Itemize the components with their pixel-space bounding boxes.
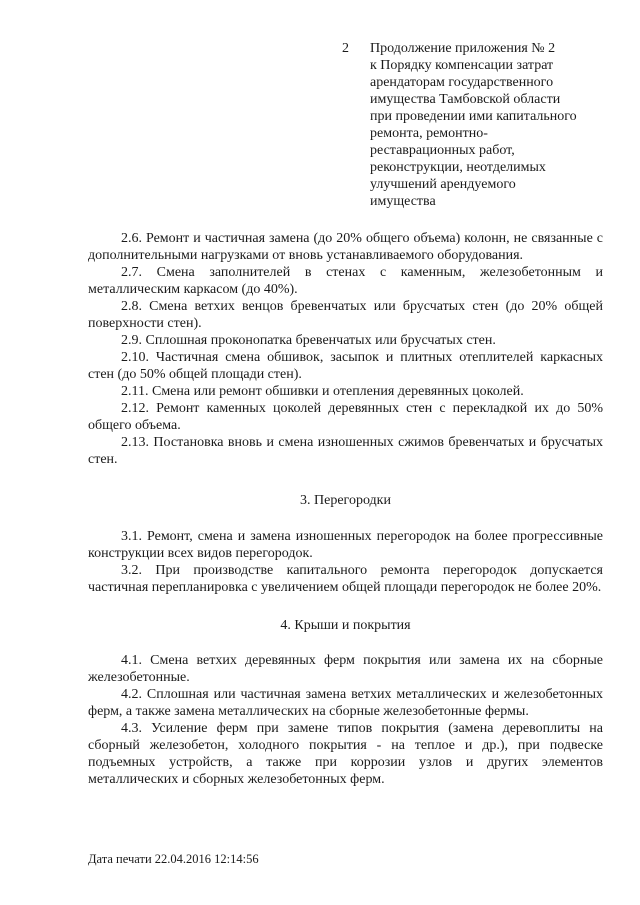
clause-2-7: 2.7. Смена заполнителей в стенах с каменным, железобетонным и металлическим каркасом (до 40%).	[88, 265, 603, 297]
clause-2-11: 2.11. Смена или ремонт обшивки и отепления деревянных цоколей.	[121, 384, 524, 399]
clause-2-9: 2.9. Сплошная проконопатка бревенчатых или брусчатых стен.	[121, 333, 496, 348]
print-date: Дата печати 22.04.2016 12:14:56	[88, 852, 259, 866]
appendix-line: Продолжение приложения № 2	[370, 41, 556, 56]
section-heading-roofs: 4. Крыши и покрытия	[280, 618, 411, 633]
appendix-line: улучшений арендуемого	[370, 177, 516, 192]
clause-3-2: 3.2. При производстве капитального ремонта перегородок допускается частичная перепланировка с увеличением общей площади перегородок не более 20%.	[88, 563, 603, 595]
page-number: 2	[342, 41, 349, 56]
clause-3-1: 3.1. Ремонт, смена и замена изношенных перегородок на более прогрессивные конструкции всех видов перегородок.	[88, 529, 603, 561]
clause-4-1: 4.1. Смена ветхих деревянных ферм покрытия или замена их на сборные железобетонные.	[88, 653, 603, 685]
appendix-line: имущества	[370, 194, 436, 209]
clause-2-8: 2.8. Смена ветхих венцов бревенчатых или брусчатых стен (до 20% общей поверхности стен).	[88, 299, 603, 331]
appendix-line: при проведении ими капитального	[370, 109, 577, 124]
appendix-line: реставрационных работ,	[370, 143, 515, 158]
clause-4-2: 4.2. Сплошная или частичная замена ветхих металлических и железобетонных ферм, а также замена металлических на сборные железобетонные фермы.	[88, 687, 603, 719]
clause-2-10: 2.10. Частичная смена обшивок, засыпок и плитных отеплителей каркасных стен (до 50% общей площади стен).	[88, 350, 603, 382]
clause-4-3: 4.3. Усиление ферм при замене типов покрытия (замена деревоплиты на сборный железобетон, холодного покрытия - на теплое и др.), при подвеске подъемных устройств, а также при коррозии узлов и других элементов металлических и сборных железобетонных ферм.	[88, 721, 603, 787]
clause-2-12: 2.12. Ремонт каменных цоколей деревянных стен с перекладкой их до 50% общего объема.	[88, 401, 603, 433]
appendix-line: к Порядку компенсации затрат	[370, 58, 554, 73]
appendix-line: ремонта, ремонтно-	[370, 126, 488, 141]
appendix-note	[370, 40, 620, 210]
appendix-line: имущества Тамбовской области	[370, 92, 561, 107]
section-heading-partitions: 3. Перегородки	[300, 493, 391, 508]
appendix-line: реконструкции, неотделимых	[370, 160, 546, 175]
document-body	[88, 230, 603, 788]
clause-2-13: 2.13. Постановка вновь и смена изношенных сжимов бревенчатых и брусчатых стен.	[88, 435, 603, 467]
appendix-line: арендаторам государственного	[370, 75, 554, 90]
clause-2-6: 2.6. Ремонт и частичная замена (до 20% общего объема) колонн, не связанные с дополнительными нагрузками от вновь устанавливаемого оборудования.	[88, 231, 603, 263]
